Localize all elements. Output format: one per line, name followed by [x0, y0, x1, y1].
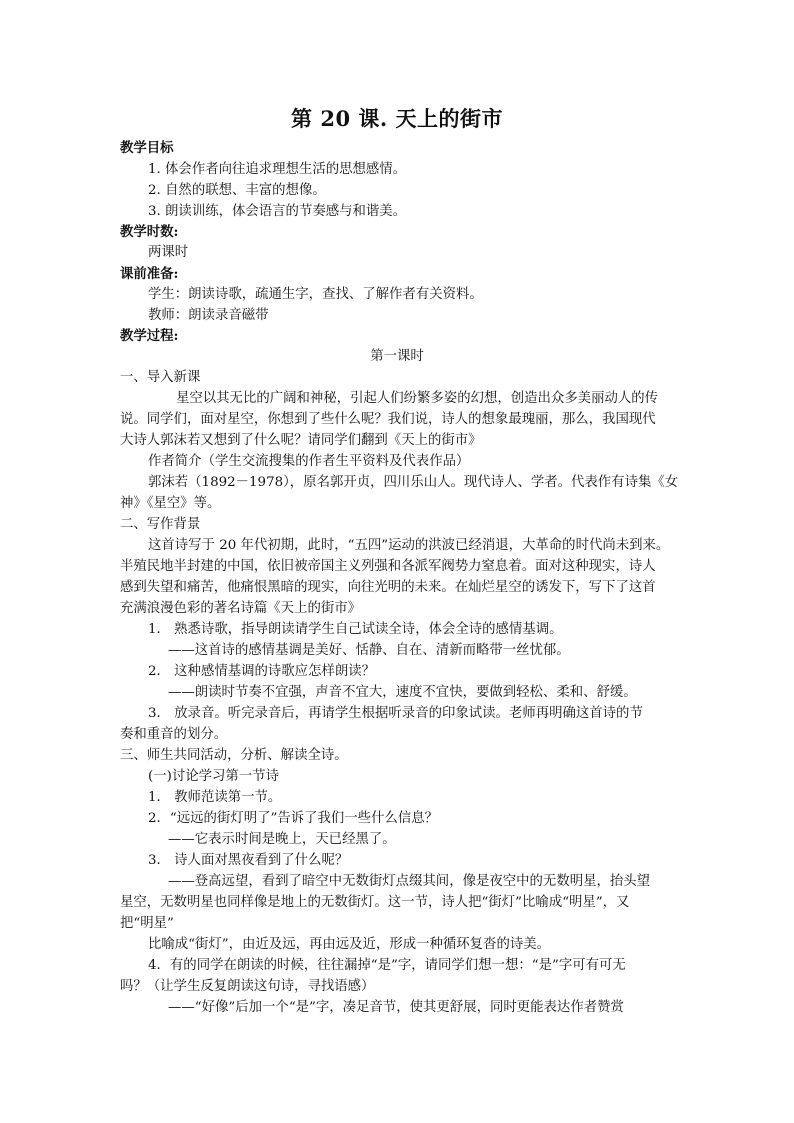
paragraph-line: 郭沫若（1892－1978），原名郭开贞，四川乐山人。现代诗人、学者。代表作有诗集《女	[148, 475, 679, 490]
question-answer: ——“好像”后加一个“是”字，凑足音节，使其更舒展，同时更能表达作者赞赏	[168, 1000, 624, 1015]
paragraph-line: 星空，无数明星也同样像是地上的无数街灯。这一节，诗人把“街灯”比喻成“明星”，又	[120, 895, 630, 910]
paragraph-line: 把“明星”	[120, 916, 174, 931]
question-item: 1． 教师范读第一节。	[148, 790, 282, 805]
paragraph-line: 这首诗写于 20 年代初期，此时，“五四”运动的洪波已经消退，大革命的时代尚未到来。	[148, 538, 670, 553]
question-answer: ——它表示时间是晚上，天已经黑了。	[168, 832, 396, 847]
author-heading: 作者简介（学生交流搜集的作者生平资料及代表作品）	[148, 454, 470, 469]
prep-heading: 课前准备:	[120, 266, 179, 282]
objective-item: 1. 体会作者向往追求理想生活的思想感情。	[148, 162, 407, 177]
objective-item: 2. 自然的联想、丰富的想像。	[148, 183, 326, 198]
step-item: 2． 这种感情基调的诗歌应怎样朗读？	[148, 664, 376, 679]
paragraph-line: 吗？（让学生反复朗读这句诗，寻找语感）	[120, 979, 375, 994]
objective-item: 3. 朗读训练，体会语言的节奏感与和谐美。	[148, 204, 407, 219]
step-item: 3． 放录音。听完录音后，再请学生根据听录音的印象试读。老师再明确这首诗的节	[148, 706, 643, 721]
lesson-one-heading: 第一课时	[370, 349, 424, 364]
subsection-heading: (一)讨论学习第一节诗	[148, 769, 279, 784]
process-heading: 教学过程:	[120, 328, 179, 344]
prep-teacher: 教师：朗读录音磁带	[148, 308, 269, 323]
hours-value: 两课时	[148, 245, 189, 260]
paragraph-line: 比喻成“街灯”，由近及远，再由远及近，形成一种循环复沓的诗美。	[148, 937, 551, 952]
question-item: 3． 诗人面对黑夜看到了什么呢？	[148, 853, 349, 868]
paragraph-line: 半殖民地半封建的中国，依旧被帝国主义列强和各派军阀势力窒息着。面对这种现实，诗人	[120, 559, 656, 574]
step-item: 1． 熟悉诗歌，指导朗读请学生自己试读全诗，体会全诗的感情基调。	[148, 622, 563, 637]
step-answer: ——这首诗的感情基调是美好、恬静、自在、清新而略带一丝忧郁。	[168, 643, 570, 658]
section-heading: 二、写作背景	[120, 517, 201, 532]
paragraph-line: 说。同学们，面对星空，你想到了些什么呢？我们说，诗人的想象最瑰丽，那么，我国现代	[120, 412, 656, 427]
lesson-title: 第 20 课. 天上的街市	[291, 106, 503, 131]
prep-student: 学生：朗读诗歌，疏通生字，查找、了解作者有关资料。	[148, 287, 483, 302]
paragraph-line: 星空以其无比的广阔和神秘，引起人们纷繁多姿的幻想，创造出众多美丽动人的传	[176, 391, 659, 406]
question-answer: ——登高远望，看到了暗空中无数街灯点缀其间，像是夜空中的无数明星，抬头望	[168, 874, 651, 889]
paragraph-line: 充满浪漫色彩的著名诗篇《天上的街市》	[120, 601, 362, 616]
question-item: 4．有的同学在朗读的时候，往往漏掉“是”字，请同学们想一想：“是”字可有可无	[148, 958, 626, 973]
paragraph-line: 神》《星空》等。	[120, 496, 221, 511]
section-heading: 三、师生共同活动，分析、解读全诗。	[120, 748, 348, 763]
paragraph-line: 感到失望和痛苦，他痛恨黑暗的现实，向往光明的未来。在灿烂星空的诱发下，写下了这首	[120, 580, 656, 595]
section-heading: 一、导入新课	[120, 370, 201, 385]
objectives-heading: 教学目标	[120, 140, 174, 156]
paragraph-line: 大诗人郭沫若又想到了什么呢？请同学们翻到《天上的街市》	[120, 433, 482, 448]
hours-heading: 教学时数:	[120, 224, 179, 240]
question-item: 2．“远远的街灯明了”告诉了我们一些什么信息？	[148, 811, 439, 826]
paragraph-line: 奏和重音的划分。	[120, 727, 228, 742]
step-answer: ——朗读时节奏不宜强，声音不宜大，速度不宜快，要做到轻松、柔和、舒缓。	[168, 685, 637, 700]
